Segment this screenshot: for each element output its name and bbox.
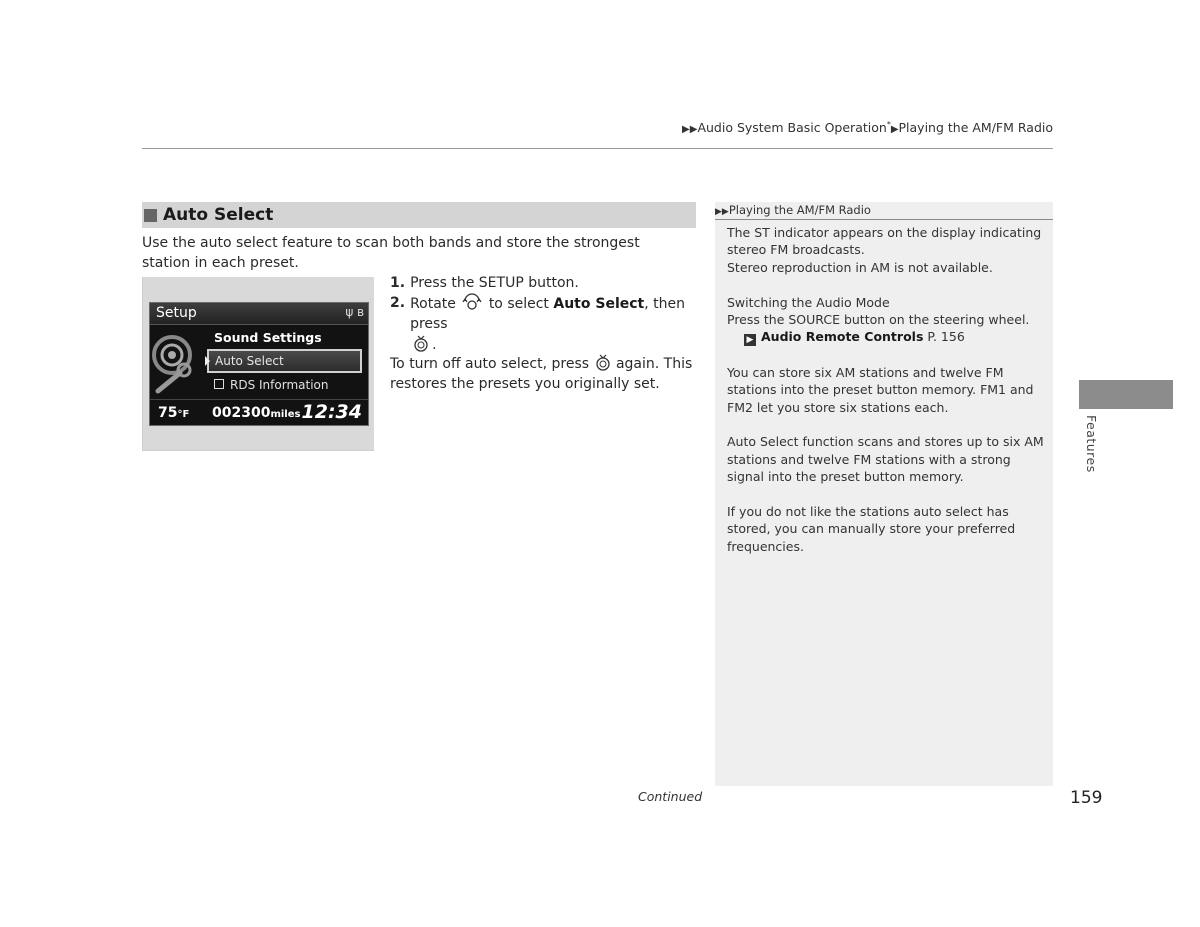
step-text-part: to select [488,296,549,312]
breadcrumb [682,120,1053,135]
asterisk-mark: * [886,120,891,129]
intro-paragraph: Use the auto select feature to scan both bands and store the strongest station in each preset. [142,235,640,271]
sidebar-body [727,224,1045,573]
notes-sidebar [715,202,1053,786]
odometer-value: 002300 [212,405,271,421]
step-text-bold: Auto Select [553,296,645,312]
selector-knob-icon [462,293,482,311]
menu-heading: Sound Settings [214,330,322,345]
step-1 [390,273,700,293]
paragraph-text: To turn off auto select, press [390,356,590,372]
section-heading [142,202,696,228]
header-divider [142,148,1053,149]
reference-page: P. 156 [927,329,965,345]
sidebar-heading [715,202,1053,220]
sidebar-paragraph [727,224,1045,276]
chapter-tab [1079,380,1173,409]
press-knob-icon [412,334,430,352]
square-bullet-icon [144,209,157,222]
sidebar-paragraph: You can store six AM stations and twelve FM stations into the preset button memory. FM1 and FM2 let you store six stations each. [727,364,1034,415]
press-knob-icon [594,353,612,371]
breadcrumb-page: Playing the AM/FM Radio [898,120,1053,136]
step-text [410,293,700,355]
chapter-tab-label: Features [1084,415,1099,473]
menu-item-auto-select [207,349,362,373]
screen-title: Setup [156,305,197,321]
checkbox-icon [214,379,224,389]
double-arrow-icon: ▶▶ [682,124,698,136]
turn-off-paragraph [390,353,700,394]
note-marker-icon: ▶▶ [715,207,729,217]
temperature-readout [158,405,189,421]
clock-readout: 12:34 [301,401,362,423]
settings-wrench-icon [152,333,202,397]
sidebar-text: Stereo reproduction in AM is not available. [727,259,993,275]
sidebar-text: The ST indicator appears on the display indicating stereo FM broadcasts. [727,225,1042,258]
sidebar-paragraph [727,294,1045,347]
step-text-part: Rotate [410,296,456,312]
odometer-unit: miles [270,409,301,420]
paragraph-text: again. This restores the presets you originally set. [390,356,693,392]
step-number: 1. [390,275,406,291]
cross-reference-link[interactable] [727,329,965,344]
sidebar-heading-text: Playing the AM/FM Radio [728,203,871,217]
page-number: 159 [1070,788,1103,808]
step-text-part: , then press [410,296,685,332]
reference-title: Audio Remote Controls [761,329,924,345]
screen-status-bar [150,399,368,426]
breadcrumb-section: Audio System Basic Operation [697,120,887,136]
sidebar-paragraph: Auto Select function scans and stores up to six AM stations and twelve FM stations with a strong signal into the preset button memory. [727,434,1044,485]
menu-item-label: RDS Information [230,378,329,392]
temperature-unit: °F [177,409,190,420]
usb-bluetooth-icon: ψ ʙ [345,305,364,319]
steps-list [390,273,700,355]
screen-topbar [150,303,368,325]
continued-label: Continued [638,789,703,804]
audio-display-screen [149,302,369,426]
step-text: Press the SETUP button. [410,275,579,291]
selection-pointer-icon [205,356,210,366]
menu-item-rds-information [214,378,328,392]
sidebar-text: Switching the Audio Mode [727,294,890,310]
step-text-part: . [432,337,437,353]
sidebar-paragraph: If you do not like the stations auto select has stored, you can manually store your preferred frequencies. [727,504,1016,554]
sidebar-text: Press the SOURCE button on the steering wheel. [727,312,1030,328]
reference-arrow-icon: ▶ [744,334,756,346]
step-number: 2. [390,295,406,311]
odometer-readout [212,405,300,421]
arrow-icon: ▶ [890,124,899,136]
section-title: Auto Select [163,205,274,225]
menu-item-label: Auto Select [215,354,284,368]
step-2 [390,293,700,355]
temperature-value: 75 [158,405,178,421]
